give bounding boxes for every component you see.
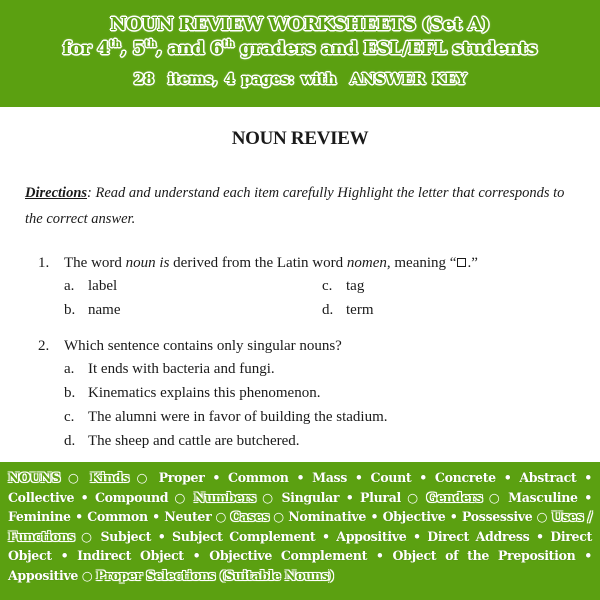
directions-label: Directions [25,185,88,201]
topic-heading-proper-selections: Proper Selections (Suitable Nouns) [96,567,334,583]
stem-part: The word [64,254,126,271]
open-circle-icon: ○ [269,509,289,524]
open-circle-icon: ○ [482,489,509,505]
option-text: Kinematics explains this phenomenon. [88,384,321,401]
topic-heading-uses: Uses / Functions [8,509,593,544]
option-a[interactable] [64,357,578,381]
header-title: NOUN REVIEW WORKSHEETS (Set A) [110,14,490,35]
header-subtitle-part: , 5 [120,38,145,59]
header-subtitle-sup: th [222,39,234,50]
question-stem [38,252,578,274]
open-circle-icon: ○ [532,509,552,524]
stem-part: , meaning “ [386,254,457,271]
topic-heading-numbers: Numbers [193,489,256,505]
header-subtitle-part: , and 6 [156,38,223,59]
topic-heading-genders: Genders [426,489,483,505]
question-1 [38,252,578,322]
header-subtitle-sup: th [109,39,121,50]
stem-part: derived from the Latin word [169,254,347,271]
option-text: The sheep and cattle are butchered. [88,432,300,449]
option-letter: a. [64,360,75,377]
option-text: The alumni were in favor of building the stadium. [88,408,388,425]
open-circle-icon: ○ [211,509,231,524]
open-circle-icon: ○ [74,528,101,544]
stem-italic: nomen [346,254,387,271]
header-subtitle-sup: th [144,39,157,50]
option-text: It ends with bacteria and fungi. [88,360,275,377]
question-number: 2. [38,337,50,354]
topic-heading-cases: Cases [230,509,270,524]
option-a[interactable] [64,274,322,298]
question-number: 1. [38,254,50,271]
topic-list-cases: Nominative • Objective • Possessive [288,509,533,524]
open-circle-icon: ○ [60,470,90,485]
option-b[interactable] [64,298,322,322]
header-subtitle-part: for 4 [62,38,110,59]
option-text: name [88,301,121,318]
option-letter: c. [322,277,333,294]
options [64,274,578,322]
option-letter: b. [64,384,76,401]
header-item-count: 28 items, 4 pages: with ANSWER KEY [133,70,467,88]
topics-footer-banner [0,462,600,600]
topic-heading-kinds: Kinds [89,470,129,485]
option-d[interactable] [64,429,578,453]
header-subtitle-part: graders and ESL/EFL students [233,38,538,59]
question-text: Which sentence contains only singular nouns? [64,337,342,354]
option-letter: d. [322,301,334,318]
stem-part: .” [467,254,478,271]
options [64,357,578,453]
question-text [64,255,478,272]
topic-list-kinds: Proper • Common • Mass • Count • Concrete • Abstract • Collective • Compound [8,470,592,505]
open-circle-icon: ○ [78,567,97,583]
stem-italic: noun is [125,254,170,271]
option-letter: d. [64,432,76,449]
option-text: label [88,277,118,294]
option-c[interactable] [322,274,522,298]
question-stem [38,335,578,357]
open-circle-icon: ○ [400,489,427,505]
topic-list-genders: Masculine • Feminine • Common • Neuter [8,489,592,524]
header-subtitle [0,38,600,59]
promo-header-banner [0,0,600,107]
worksheet-title: NOUN REVIEW [231,128,369,149]
option-text: term [346,301,374,318]
topic-list-uses: Subject • Subject Complement • Appositive • Direct Address • Direct Object • Indirect Object • Objective Complement • Object of the Preposition • Appositive [8,528,592,583]
option-letter: c. [64,408,75,425]
option-d[interactable] [322,298,522,322]
option-b[interactable] [64,381,578,405]
open-circle-icon: ○ [255,489,282,505]
option-letter: b. [64,301,76,318]
option-text: tag [346,277,365,294]
checkbox-square-icon [457,258,466,267]
topic-heading-nouns: NOUNS [8,470,61,485]
open-circle-icon: ○ [129,470,159,485]
open-circle-icon: ○ [168,489,194,505]
question-2 [38,335,578,453]
directions-text: : Read and understand each item carefully Highlight the letter that corresponds to the correct answer. [25,185,565,227]
topic-list-numbers: Singular • Plural [281,489,401,505]
option-c[interactable] [64,405,578,429]
option-letter: a. [64,277,75,294]
directions [25,180,585,232]
